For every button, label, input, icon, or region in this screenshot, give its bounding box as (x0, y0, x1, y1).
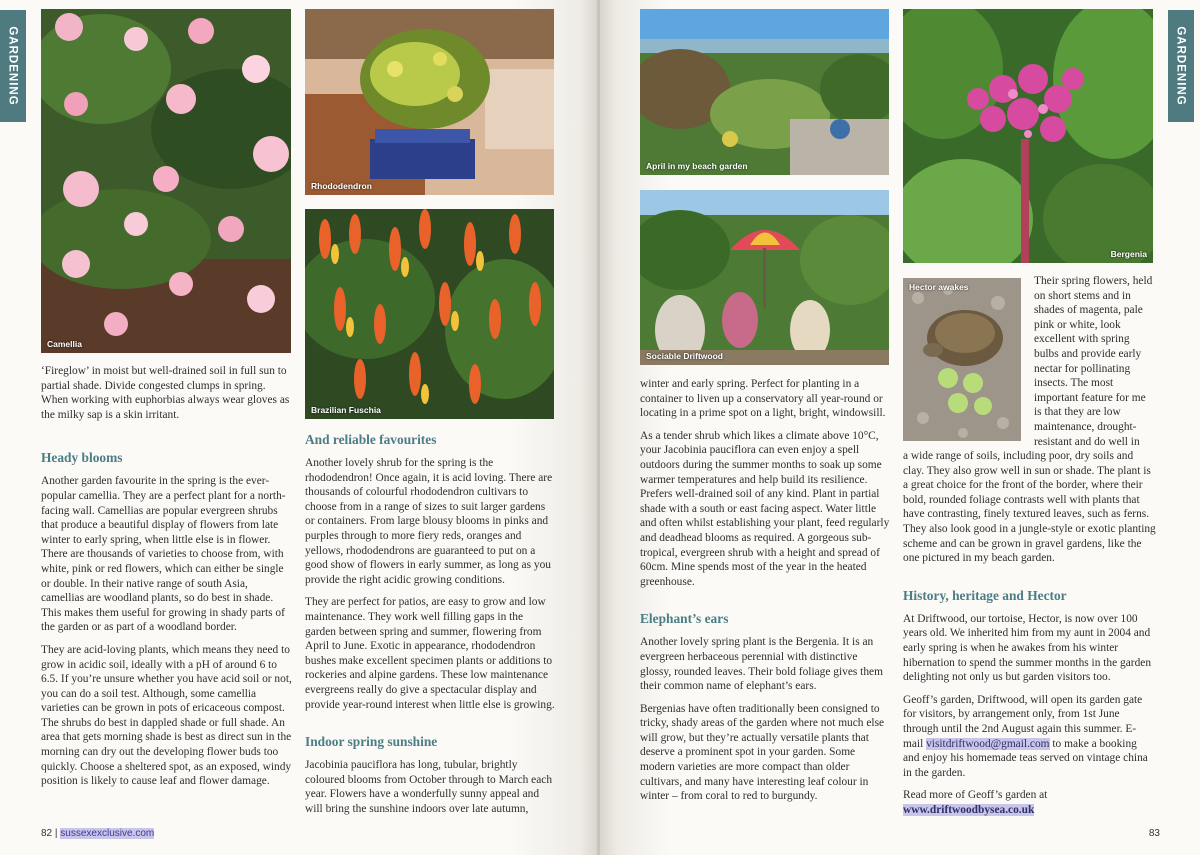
section-tab-right (1168, 10, 1194, 122)
footer-left (41, 828, 154, 839)
intro-paragraph: ‘Fireglow’ in moist but well-drained soil in full sun to partial shade. Divide congested clumps in spring. When working with euphorbias always wear gloves as the milky sap is a skin irritant. (41, 365, 290, 421)
jacobinia-paragraph: Jacobinia pauciflora has long, tubular, brightly coloured blooms from October through to March each year. Flowers have a wonderfully sunny appeal and will bring the sunshine indoors over late autumn, (305, 759, 553, 815)
rhododendron-paragraph-1: Another lovely shrub for the spring is the rhododendron! Once again, it is acid loving. There are thousands of colourful rhododendron cultivars to choose from in a range of sizes to suit larger gardens or containers. From large blousy blooms in pinks and purples through to more fiery reds, oranges and yellows, rhododendrons are guaranteed to put on a good show of flowers in early summer, as long as you provide the right acidic growing conditions. (305, 457, 553, 586)
column-2 (305, 432, 555, 824)
hector-image (903, 278, 1021, 441)
camellia-image (41, 9, 291, 353)
footer-separator: | (54, 828, 58, 839)
camellia-paragraph-1: Another garden favourite in the spring is the ever-popular camellia. They are a perfect plant for a north-facing wall. Camellias are popular evergreen shrubs that produce a beautiful display of flowers from late winter to early spring, when little else is in flower. There are thousands of varieties to choose from, with white, pink or red flowers, which can either be single or double. In their native range of south Asia, camellias are woodland plants, so do best in shade. This makes them useful for growing in shady parts of the garden or as part of a woodland border. (41, 475, 286, 634)
bergenia-caption: Bergenia (1110, 249, 1147, 259)
heading-reliable-favourites: And reliable favourites (305, 432, 437, 447)
heading-history-heritage-hector: History, heritage and Hector (903, 587, 1067, 603)
read-more-paragraph (903, 788, 1156, 817)
spring-flowers-paragraph: Their spring flowers, held on short stems and in shades of magenta, pale pink or white, look excellent with spring bulbs and provide early nectar for pollinating insects. The most important feature for me is that they are low maintenance, drought-resistant and do well in (1034, 275, 1153, 448)
section-tab-label: GARDENING (7, 26, 19, 106)
sociable-caption: Sociable Driftwood (646, 351, 723, 361)
rhododendron-caption: Rhododendron (311, 181, 372, 191)
garden-opening-paragraph (903, 693, 1156, 781)
column-1 (41, 364, 292, 797)
column-4-wrap (1034, 274, 1156, 457)
bergenia-paragraph-2: Bergenias have often traditionally been consigned to tricky, shady areas of the garden where not much else will grow, but they’re actually versatile plants that deserve a prominent spot in your garden. Some modern varieties are more compact than older cultivars, and many have interesting leaf colour in winter – from coral to red to burgundy. (640, 702, 885, 803)
sociable-image (640, 190, 889, 365)
hector-paragraph: At Driftwood, our tortoise, Hector, is now over 100 years old. We inherited him from my aunt in 2004 and early spring is when he awakes from his winter hibernation to spend the summer months in the garden delighting not only us but garden visitors too. (903, 612, 1152, 684)
beach-garden-image (640, 9, 889, 175)
bergenia-paragraph-1: Another lovely spring plant is the Bergenia. It is an evergreen herbaceous perennial with distinctive glossy, rounded leaves. Their bold foliage gives them their common name of elephant’s ears. (640, 636, 883, 693)
section-tab-left (0, 10, 26, 122)
hector-caption: Hector awakes (909, 282, 969, 292)
camellia-caption: Camellia (47, 339, 82, 349)
hector-photo (903, 278, 1021, 441)
section-tab-label: GARDENING (1175, 26, 1187, 106)
camellia-photo (41, 9, 291, 353)
fuschia-image (305, 209, 554, 419)
rhododendron-photo (305, 9, 554, 195)
page-number-left: 82 (41, 828, 53, 839)
read-more-text: Read more of Geoff’s garden at (903, 789, 1048, 802)
fuschia-caption: Brazilian Fuschia (311, 405, 381, 415)
beach-garden-photo (640, 9, 889, 175)
heading-elephants-ears: Elephant’s ears (640, 611, 729, 627)
rhododendron-paragraph-2: They are perfect for patios, are easy to grow and low maintenance. They work well filling gaps in the garden between spring and summer, flowering from April to June. Exotic in appearance, rhododendron bushes make excellent specimen plants or additions to rockeries and alpine gardens. These low maintenance evergreens really do give a spectacular display and provide year-round interest when little else is growing. (305, 596, 555, 711)
footer-right (1149, 828, 1160, 839)
email-link[interactable]: visitdriftwood@gmail.com (926, 737, 1050, 750)
garden-opening-text: Geoff’s garden, Driftwood, will open its garden gate for visitors, by arrangement only, from 1st June through until the 2nd August again this summer. E-mail (903, 693, 1143, 750)
jacobinia-continued-paragraph: winter and early spring. Perfect for planting in a container to liven up a conservatory all year-round or locating in a prime spot on a light, bright, windowsill. (640, 378, 886, 420)
soils-paragraph: a wide range of soils, including poor, dry soils and clay. They also grow well in sun or shade. The plant is a great choice for the front of the border, where their bold, rounded foliage contrasts well with plants that have contrasting, finely textured leaves, such as ferns. They also look good in a jungle-style or exotic planting scheme and can be grown in gravel gardens, like the one pictured in my beach garden. (903, 450, 1156, 565)
jacobinia-care-paragraph: As a tender shrub which likes a climate above 10°C, your Jacobinia pauciflora can even enjoy a spell outdoors during the summer months to soak up some warmer temperatures and help build its resilience. Prefers well-drained soil of any kind. Plant in partial shade with a south or east facing aspect. Water little and often whilst establishing your plant, feed regularly and deadhead blooms as required. A gorgeous sub-tropical, evergreen shrub with a height and spread of 60cm. Mine spends most of the year in the heated greenhouse. (640, 429, 890, 588)
footer-site-link[interactable]: sussexexclusive.com (60, 828, 155, 839)
fuschia-photo (305, 209, 554, 419)
sociable-photo (640, 190, 889, 365)
left-page (0, 0, 598, 855)
column-3 (640, 377, 890, 812)
bergenia-image (903, 9, 1153, 263)
column-4 (903, 449, 1156, 825)
page-number-right: 83 (1148, 828, 1160, 839)
camellia-paragraph-2: They are acid-loving plants, which means they need to grow in acidic soil, ideally with a pH of around 6 to 6.5. If you’re unsure whether you have acid soil or not, you can do a soil test. Although, some camellia varieties can be grown in pots of ericaceous compost. The shrubs do best in dappled shade or full shade. An area that gets morning shade is best as direct sun in the morning can dry out the developing flower buds too quickly. Choose a sheltered spot, as an exposed, windy position is likely to cause leaf and flower damage. (41, 643, 292, 788)
heading-indoor-spring-sunshine: Indoor spring sunshine (305, 734, 438, 750)
right-page (600, 0, 1200, 855)
beach-garden-caption: April in my beach garden (646, 161, 748, 171)
website-link[interactable]: www.driftwoodbysea.co.uk (903, 803, 1035, 816)
garden-opening-text-2: to make a booking and enjoy his homemade teas served on vintage china in the garden. (903, 737, 1148, 779)
heading-heady-blooms: Heady blooms (41, 450, 123, 466)
bergenia-photo (903, 9, 1153, 263)
rhododendron-image (305, 9, 554, 195)
